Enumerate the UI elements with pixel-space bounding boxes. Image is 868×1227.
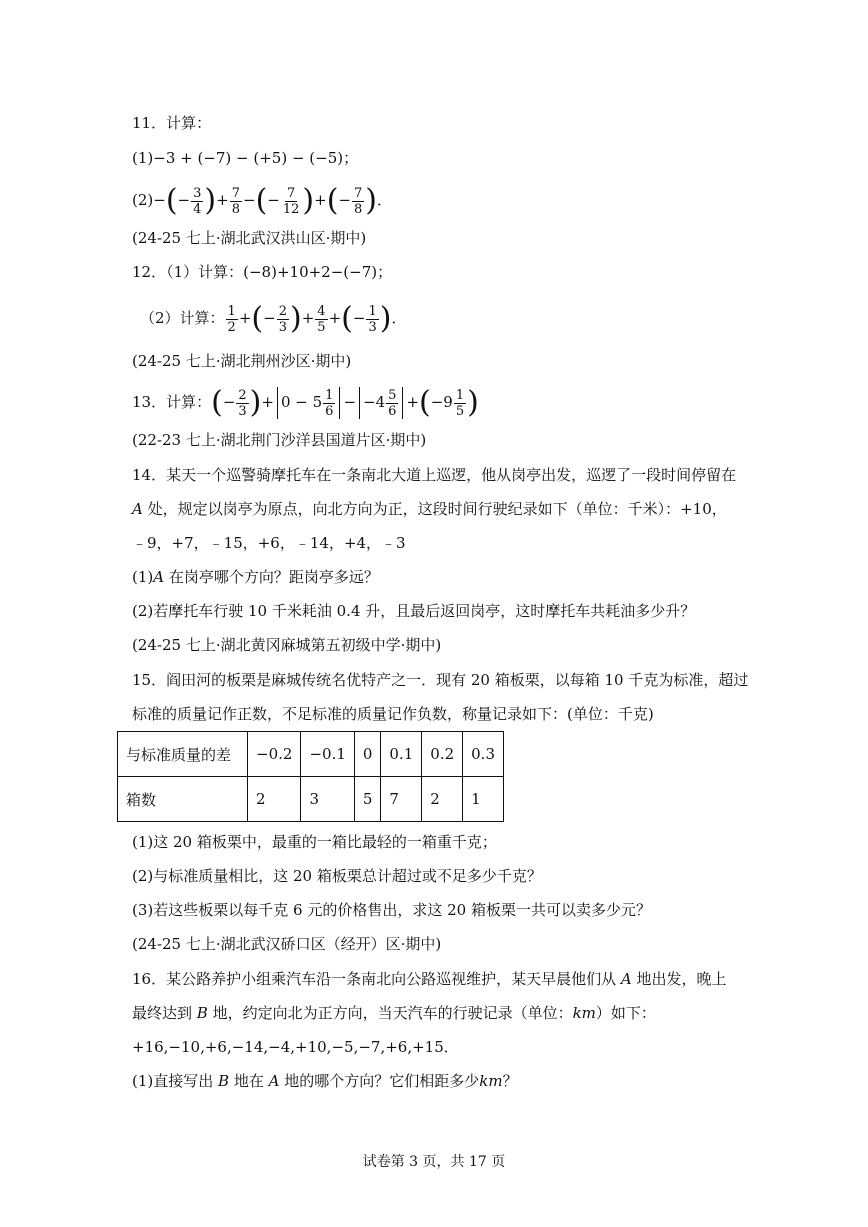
- fraction: $\frac{2}{3}$: [278, 303, 287, 335]
- table-header-cell: 与标准质量的差: [118, 732, 248, 777]
- fraction: $\frac{7}{12}$: [282, 185, 300, 217]
- q13-expression: 13．计算：(− $\frac{2}{3}$ )+ 0 − 5 $\frac{1}{6}$ − −4 $\frac{5}{6}$ +(−9 $\frac{1}{5}$ ): [132, 385, 479, 420]
- q12-part1: 12．（1）计算：(−8)+10+2−(−7)；: [132, 263, 393, 281]
- table-header-cell: 箱数: [118, 777, 248, 822]
- fraction: $\frac{4}{5}$: [317, 303, 326, 335]
- fraction: $\frac{3}{4}$: [193, 185, 202, 217]
- fraction: $\frac{1}{3}$: [368, 303, 377, 335]
- table-cell: 2: [248, 777, 301, 822]
- table-cell: 3: [301, 777, 354, 822]
- q14-part2: (2)若摩托车行驶 10 千米耗油 0.4 升，且最后返回岗亭，这时摩托车共耗油多少升？: [132, 602, 696, 620]
- fraction: $\frac{5}{6}$: [388, 387, 397, 419]
- table-cell: 5: [354, 777, 381, 822]
- table-cell: −0.2: [248, 732, 301, 777]
- fraction: $\frac{2}{3}$: [238, 387, 247, 419]
- q15-part2: (2)与标准质量相比，这 20 箱板栗总计超过或不足多少千克？: [132, 867, 542, 885]
- q15-line2: 标准的质量记作正数，不足标准的质量记作负数，称量记录如下：(单位：千克): [132, 705, 654, 723]
- fraction: $\frac{1}{5}$: [455, 387, 465, 419]
- table-cell: 1: [463, 777, 504, 822]
- q14-source: (24-25 七上·湖北黄冈麻城第五初级中学·期中): [132, 636, 442, 654]
- fraction: $\frac{7}{8}$: [231, 185, 240, 217]
- q15-part1: (1)这 20 箱板栗中，最重的一箱比最轻的一箱重千克；: [132, 833, 497, 851]
- q16-part1: (1)直接写出 B 地在 A 地的哪个方向？它们相距多少km？: [132, 1072, 518, 1090]
- q11-part2: (2)−(− $\frac{3}{4}$ )+ $\frac{7}{8}$ −(− $\frac{7}{12}$ )+(− $\frac{7}{8}$ )．: [132, 183, 393, 218]
- table-cell: 0: [354, 732, 381, 777]
- page-footer: 试卷第 3 页，共 17 页: [362, 1154, 506, 1170]
- table-cell: 7: [381, 777, 422, 822]
- table-cell: −0.1: [301, 732, 354, 777]
- q14-line1: 14．某天一个巡警骑摩托车在一条南北大道上巡逻，他从岗亭出发，巡逻了一段时间停留在: [132, 466, 737, 484]
- q11-source: (24-25 七上·湖北武汉洪山区·期中): [132, 229, 367, 247]
- q14-line3: ﹣9，+7，﹣15，+6，﹣14，+4，﹣3: [132, 534, 406, 552]
- table-cell: 0.1: [381, 732, 422, 777]
- q15-line1: 15．阎田河的板栗是麻城传统名优特产之一．现有 20 箱板栗，以每箱 10 千克为标准，超过: [132, 671, 749, 689]
- fraction: $\frac{7}{8}$: [354, 185, 363, 217]
- table-row: [118, 777, 504, 822]
- q15-source: (24-25 七上·湖北武汉硚口区（经开）区·期中): [132, 935, 442, 953]
- q14-line2: A 处，规定以岗亭为原点，向北方向为正，这段时间行驶纪录如下（单位：千米）：+10，: [132, 500, 727, 518]
- q11-part1: (1)−3 + (−7) − (+5) − (−5)；: [132, 149, 359, 167]
- table-cell: 2: [422, 777, 463, 822]
- q14-part1: (1)A 在岗亭哪个方向？距岗亭多远？: [132, 568, 379, 586]
- table-cell: 0.3: [463, 732, 504, 777]
- fraction: $\frac{1}{2}$: [227, 303, 236, 335]
- fraction: $\frac{1}{6}$: [325, 387, 334, 419]
- q16-line1: 16．某公路养护小组乘汽车沿一条南北向公路巡视维护，某天早晨他们从 A 地出发，晚上: [132, 970, 727, 988]
- mass-difference-table: [117, 731, 504, 822]
- q13-source: (22-23 七上·湖北荆门沙洋县国道片区·期中): [132, 431, 427, 449]
- table-row: [118, 732, 504, 777]
- q15-part3: (3)若这些板栗以每千克 6 元的价格售出，求这 20 箱板栗一共可以卖多少元？: [132, 901, 651, 919]
- q16-line2: 最终达到 B 地，约定向北为正方向，当天汽车的行驶记录（单位：km）如下：: [132, 1004, 656, 1022]
- q11-stem: 11．计算：: [132, 114, 212, 132]
- q12-source: (24-25 七上·湖北荆州沙区·期中): [132, 352, 352, 370]
- q12-part2: （2）计算： $\frac{1}{2}$ +(− $\frac{2}{3}$ )+ $\frac{4}{5}$ +(− $\frac{1}{3}$ )．: [140, 301, 407, 336]
- q16-line3: +16,−10,+6,−14,−4,+10,−5,−7,+6,+15．: [132, 1038, 459, 1056]
- table-cell: 0.2: [422, 732, 463, 777]
